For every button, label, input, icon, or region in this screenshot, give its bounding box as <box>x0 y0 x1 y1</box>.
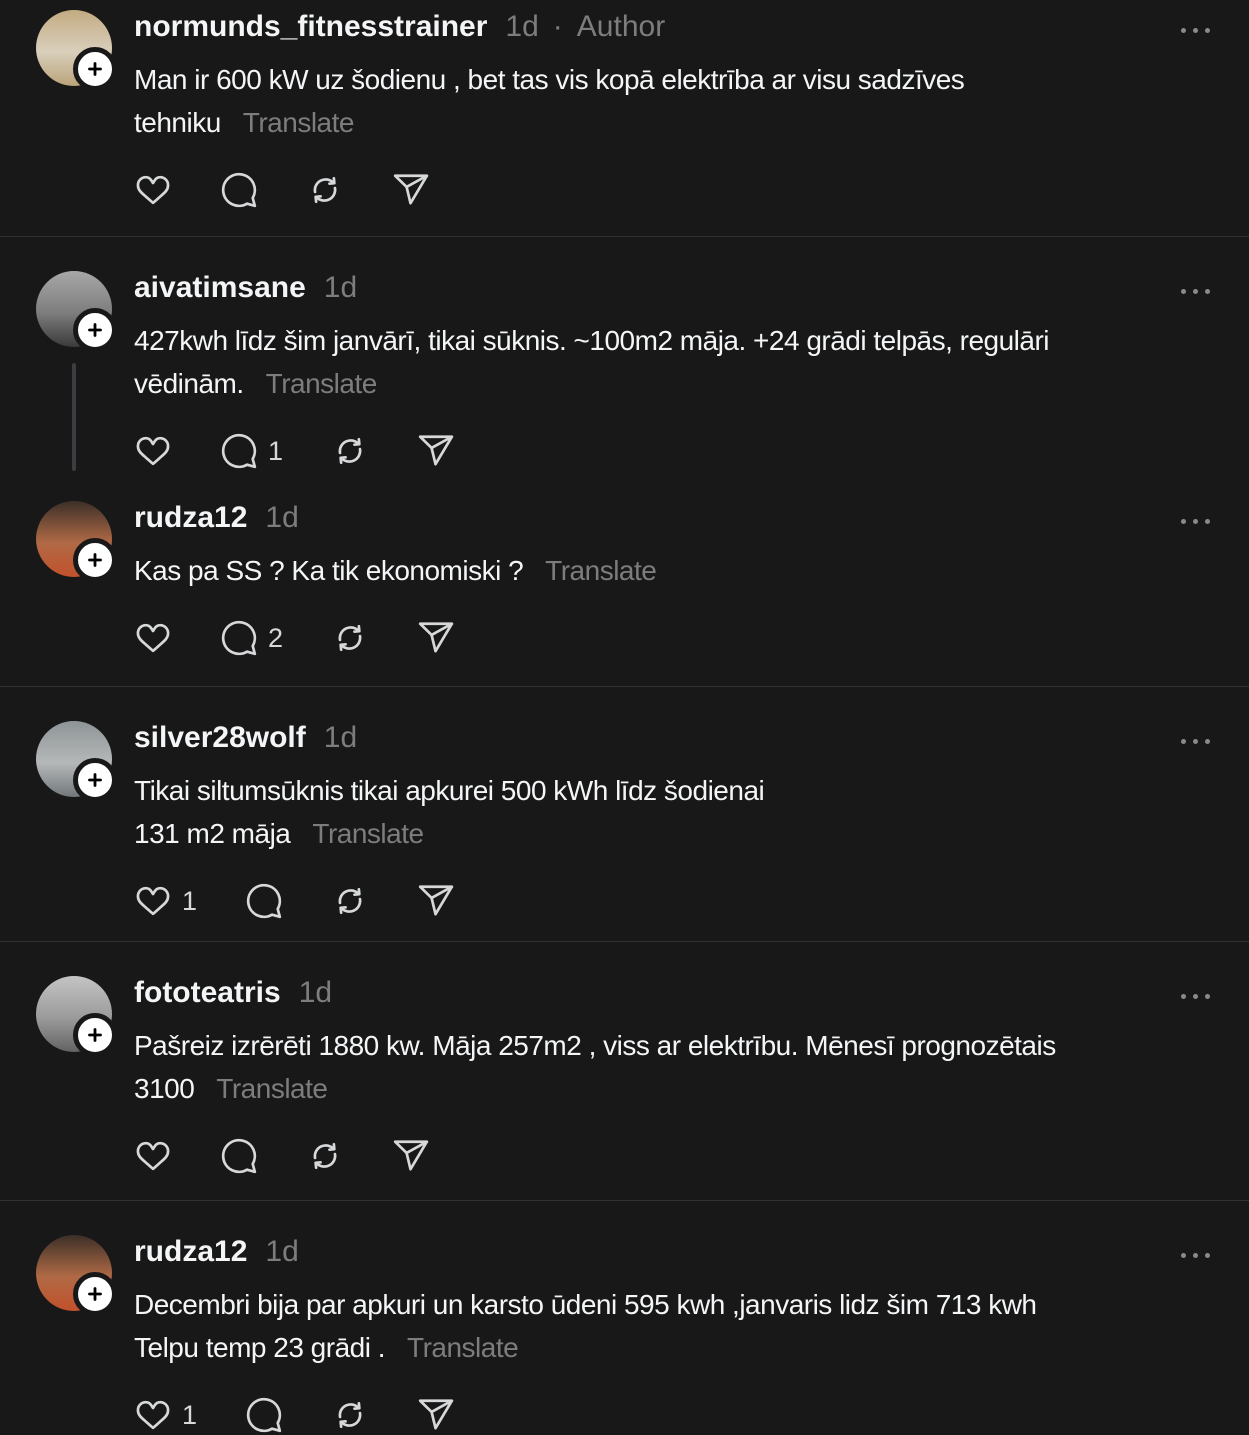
comment-header <box>134 721 1210 761</box>
avatar[interactable] <box>36 501 112 577</box>
heart-icon <box>134 1396 172 1434</box>
username[interactable]: fototeatris <box>134 976 281 1009</box>
comment-text-line: 3100 Translate <box>134 1073 328 1104</box>
reply-count: 2 <box>268 622 284 653</box>
comment <box>0 721 1249 921</box>
more-options-button[interactable] <box>1181 283 1210 300</box>
comment <box>0 271 1249 471</box>
action-bar <box>134 431 1210 471</box>
comment-content <box>112 10 1249 210</box>
comment-text-line: 427kwh līdz šim janvārī, tikai sūknis. ~100m2 māja. +24 grādi telpās, regulāri <box>134 325 1050 356</box>
avatar-column <box>36 271 112 471</box>
translate-link[interactable]: Translate <box>312 818 424 849</box>
avatar[interactable] <box>36 976 112 1052</box>
avatar[interactable] <box>36 10 112 86</box>
comment-text-line: Telpu temp 23 grādi . Translate <box>134 1332 519 1363</box>
comment <box>0 10 1249 210</box>
username[interactable]: rudza12 <box>134 1235 248 1268</box>
timestamp: 1d <box>265 501 299 534</box>
repost-icon <box>331 882 369 920</box>
repost-icon <box>306 171 344 209</box>
avatar[interactable] <box>36 721 112 797</box>
follow-badge[interactable] <box>73 758 117 802</box>
plus-icon <box>86 771 104 789</box>
ellipsis-icon <box>1181 739 1186 744</box>
reply-button[interactable] <box>220 1137 258 1175</box>
plus-icon <box>86 551 104 569</box>
heart-icon <box>134 882 172 920</box>
comment-text-line: tehniku Translate <box>134 107 354 138</box>
share-button[interactable] <box>417 619 455 657</box>
translate-link[interactable]: Translate <box>407 1332 519 1363</box>
timestamp: 1d <box>323 271 358 304</box>
author-badge: Author <box>576 10 666 43</box>
like-button[interactable] <box>134 171 172 209</box>
comment-text-line: Pašreiz izrērēti 1880 kw. Māja 257m2 , viss ar elektrību. Mēnesī prognozētais <box>134 1030 1056 1061</box>
comment-body <box>134 58 1210 144</box>
more-options-button[interactable] <box>1181 513 1210 530</box>
comment-bubble-icon <box>220 619 258 657</box>
comment-section <box>0 1201 1249 1435</box>
send-icon <box>392 1137 430 1175</box>
comment-body <box>134 769 1210 855</box>
more-options-button[interactable] <box>1181 733 1210 750</box>
share-button[interactable] <box>417 882 455 920</box>
comment-text-line: 131 m2 māja Translate <box>134 818 424 849</box>
repost-button[interactable] <box>331 882 369 920</box>
like-count: 1 <box>182 1399 198 1430</box>
repost-icon <box>331 619 369 657</box>
username[interactable]: rudza12 <box>134 501 248 534</box>
reply-count: 1 <box>268 435 284 466</box>
comment-bubble-icon <box>220 1137 258 1175</box>
reply-button[interactable] <box>245 1396 283 1434</box>
like-button[interactable] <box>134 1396 197 1434</box>
more-options-button[interactable] <box>1181 988 1210 1005</box>
repost-icon <box>331 1396 369 1434</box>
reply-button[interactable] <box>220 171 258 209</box>
translate-link[interactable]: Translate <box>265 368 377 399</box>
comment-content <box>112 976 1249 1176</box>
follow-badge[interactable] <box>73 308 117 352</box>
timestamp: 1d <box>505 10 539 43</box>
action-bar <box>134 170 1210 210</box>
more-options-button[interactable] <box>1181 22 1210 39</box>
send-icon <box>417 432 455 470</box>
reply-thread-line <box>72 363 76 471</box>
reply-button[interactable] <box>220 432 283 470</box>
repost-icon <box>306 1137 344 1175</box>
comment-text-line: Tikai siltumsūknis tikai apkurei 500 kWh līdz šodienai <box>134 775 765 806</box>
reply-button[interactable] <box>220 619 283 657</box>
comment <box>0 1235 1249 1435</box>
repost-button[interactable] <box>331 432 369 470</box>
avatar-column <box>36 501 112 658</box>
comment-header <box>134 1235 1210 1275</box>
comment-body <box>134 549 1210 592</box>
separator-dot: · <box>552 10 563 43</box>
comment-header <box>134 976 1210 1016</box>
comment-section <box>0 687 1249 942</box>
ellipsis-icon <box>1181 519 1186 524</box>
comment-header <box>134 271 1210 311</box>
comment-content <box>112 271 1249 471</box>
action-bar <box>134 1136 1210 1176</box>
repost-button[interactable] <box>306 1137 344 1175</box>
send-icon <box>417 882 455 920</box>
follow-badge[interactable] <box>73 1013 117 1057</box>
comment-text-line: Man ir 600 kW uz šodienu , bet tas vis kopā elektrība ar visu sadzīves <box>134 64 965 95</box>
timestamp: 1d <box>265 1235 299 1268</box>
comment-text-line: Decembri bija par apkuri un karsto ūdeni 595 kwh ,janvaris lidz šim 713 kwh <box>134 1289 1037 1320</box>
comment-bubble-icon <box>245 882 283 920</box>
avatar-column <box>36 10 112 210</box>
avatar-column <box>36 721 112 921</box>
ellipsis-icon <box>1181 994 1186 999</box>
plus-icon <box>86 60 104 78</box>
comment-section <box>0 942 1249 1201</box>
comment-bubble-icon <box>220 171 258 209</box>
comment-content <box>112 1235 1249 1435</box>
follow-badge[interactable] <box>73 538 117 582</box>
share-button[interactable] <box>417 432 455 470</box>
like-button[interactable] <box>134 432 172 470</box>
comment-section <box>0 0 1249 237</box>
avatar-column <box>36 1235 112 1435</box>
plus-icon <box>86 1026 104 1044</box>
comment-section <box>0 237 1249 687</box>
avatar[interactable] <box>36 271 112 347</box>
comment-content <box>112 721 1249 921</box>
translate-link[interactable]: Translate <box>545 555 657 586</box>
share-button[interactable] <box>417 1396 455 1434</box>
comment-reply <box>0 501 1249 658</box>
translate-link[interactable]: Translate <box>242 107 354 138</box>
heart-icon <box>134 1137 172 1175</box>
send-icon <box>392 171 430 209</box>
comment-header <box>134 10 1210 50</box>
repost-button[interactable] <box>331 1396 369 1434</box>
username[interactable]: silver28wolf <box>134 721 306 754</box>
action-bar <box>134 1395 1210 1435</box>
comment-text-line: Kas pa SS ? Ka tik ekonomiski ? Translate <box>134 555 657 586</box>
like-button[interactable] <box>134 1137 172 1175</box>
repost-icon <box>331 432 369 470</box>
plus-icon <box>86 321 104 339</box>
repost-button[interactable] <box>306 171 344 209</box>
like-button[interactable] <box>134 619 172 657</box>
like-count: 1 <box>182 885 198 916</box>
username[interactable]: aivatimsane <box>134 271 306 304</box>
action-bar <box>134 618 1210 658</box>
ellipsis-icon <box>1181 1253 1186 1258</box>
send-icon <box>417 1396 455 1434</box>
heart-icon <box>134 432 172 470</box>
username[interactable]: normunds_fitnesstrainer <box>134 10 488 43</box>
comment <box>0 976 1249 1176</box>
comment-body <box>134 1024 1210 1110</box>
translate-link[interactable]: Translate <box>216 1073 328 1104</box>
share-button[interactable] <box>392 171 430 209</box>
reply-button[interactable] <box>245 882 283 920</box>
comment-content <box>112 501 1249 658</box>
avatar-column <box>36 976 112 1176</box>
more-options-button[interactable] <box>1181 1247 1210 1264</box>
comment-body <box>134 1283 1210 1369</box>
comment-bubble-icon <box>220 432 258 470</box>
action-bar <box>134 881 1210 921</box>
send-icon <box>417 619 455 657</box>
ellipsis-icon <box>1181 28 1186 33</box>
like-button[interactable] <box>134 882 197 920</box>
comment-text-line: vēdinām. Translate <box>134 368 377 399</box>
follow-badge[interactable] <box>73 1272 117 1316</box>
ellipsis-icon <box>1181 289 1186 294</box>
comment-header <box>134 501 1210 541</box>
share-button[interactable] <box>392 1137 430 1175</box>
plus-icon <box>86 1285 104 1303</box>
avatar[interactable] <box>36 1235 112 1311</box>
follow-badge[interactable] <box>73 47 117 91</box>
timestamp: 1d <box>298 976 333 1009</box>
heart-icon <box>134 171 172 209</box>
heart-icon <box>134 619 172 657</box>
timestamp: 1d <box>323 721 358 754</box>
comment-bubble-icon <box>245 1396 283 1434</box>
comment-body <box>134 319 1210 405</box>
repost-button[interactable] <box>331 619 369 657</box>
